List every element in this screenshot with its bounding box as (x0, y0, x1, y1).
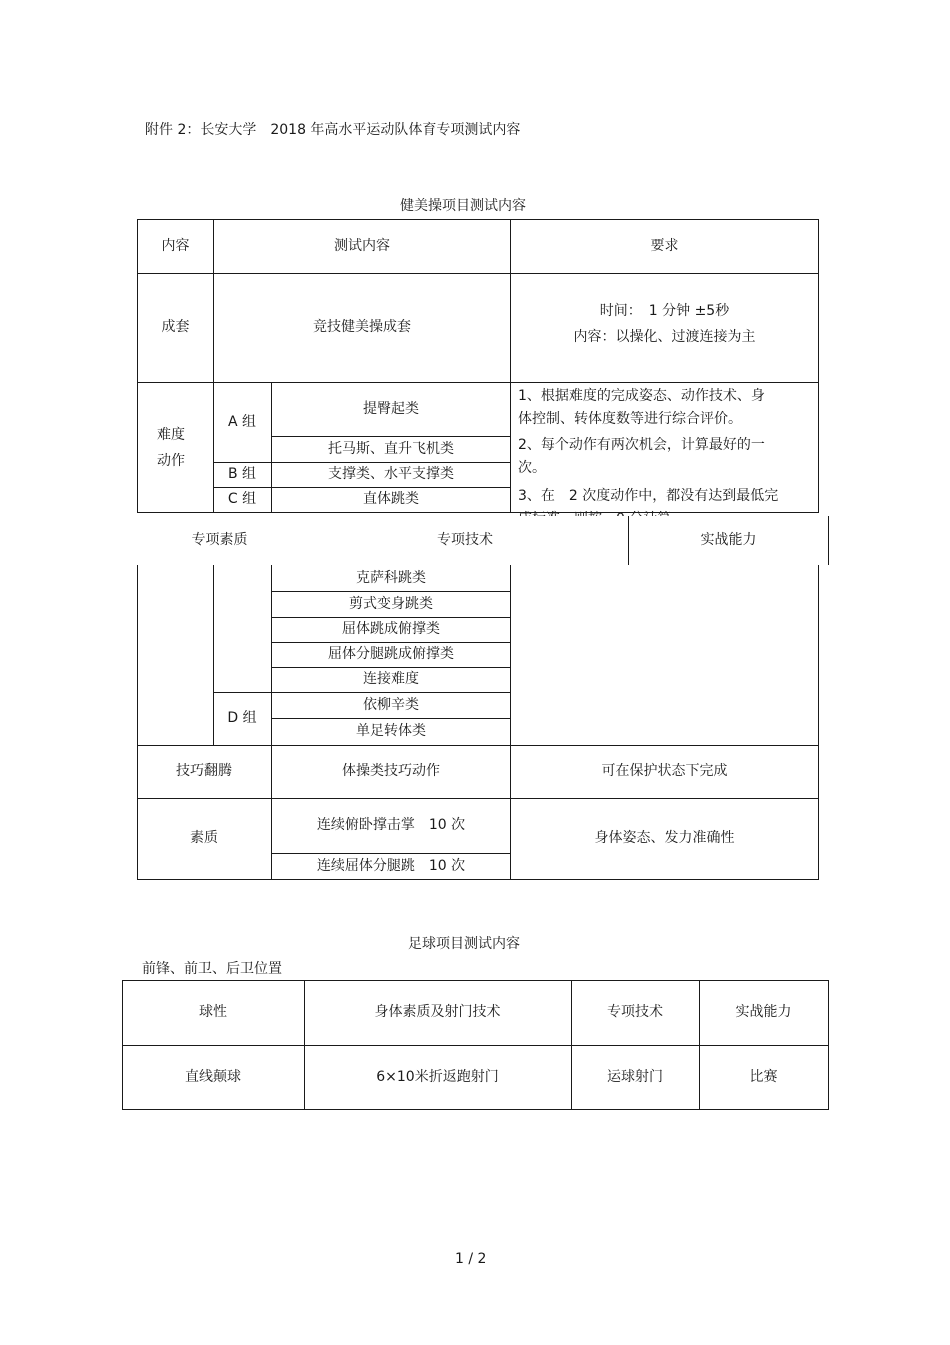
set-test: 竞技健美操成套 (313, 319, 411, 335)
football-row-cell: 直线颠球 (185, 1068, 241, 1085)
tumbling-req: 可在保护状态下完成 (601, 763, 728, 779)
overlay-special-quality: 专项素质 (137, 516, 302, 565)
difficulty-req-line: 2、每个动作有两次机会，计算最好的一 (518, 437, 765, 453)
difficulty-req-line: 次。 (518, 460, 546, 476)
group-a: A 组 (227, 413, 257, 430)
tumbling-label: 技巧翻腾 (176, 763, 232, 779)
difficulty-item: 屈体跳成俯撑类 (342, 621, 440, 637)
difficulty-item: 托马斯、直升飞机类 (328, 440, 454, 457)
difficulty-item: 依柳辛类 (363, 696, 419, 713)
difficulty-label-2: 动作 (157, 453, 185, 469)
difficulty-req-line: 体控制、转体度数等进行综合评价。 (518, 411, 742, 427)
attachment-title: 附件 2：长安大学 2018 年高水平运动队体育专项测试内容 (145, 122, 521, 138)
tumbling-test: 体操类技巧动作 (342, 763, 440, 779)
football-row-cell: 6×10米折返跑射门 (376, 1068, 499, 1085)
football-row-cell: 比赛 (749, 1068, 778, 1085)
difficulty-req-line: 3、在 2 次度动作中，都没有达到最低完 (518, 488, 779, 504)
overlay-combat-ability: 实战能力 (629, 516, 828, 565)
difficulty-item: 支撑类、水平支撑类 (328, 466, 454, 482)
fitness-req: 身体姿态、发力准确性 (594, 830, 735, 846)
fitness-label: 素质 (190, 830, 218, 846)
fitness-item: 连续俯卧撑击掌 10 次 (316, 817, 466, 833)
football-header-cell: 专项技术 (607, 1004, 663, 1020)
difficulty-item: 连接难度 (363, 671, 419, 687)
difficulty-item: 克萨科跳类 (356, 569, 426, 586)
set-req-content: 内容：以操化、过渡连接为主 (573, 329, 756, 345)
set-req-time: 时间： 1 分钟 ±5秒 (599, 303, 730, 319)
fitness-item: 连续屈体分腿跳 10 次 (316, 857, 466, 874)
aerobics-table-title: 健美操项目测试内容 (400, 198, 526, 214)
difficulty-label-1: 难度 (157, 427, 185, 443)
overlay-special-technique: 专项技术 (302, 516, 628, 565)
difficulty-item: 剪式变身跳类 (349, 595, 433, 612)
group-b: B 组 (227, 466, 257, 482)
header-content: 内容 (161, 237, 190, 254)
page-number: 1 / 2 (455, 1251, 487, 1267)
football-header-cell: 实战能力 (735, 1004, 792, 1020)
group-c: C 组 (227, 491, 257, 507)
set-label: 成套 (161, 319, 190, 335)
football-row-cell: 运球射门 (607, 1068, 663, 1085)
difficulty-item: 屈体分腿跳成俯撑类 (328, 646, 454, 662)
header-requirements: 要求 (650, 237, 679, 254)
football-header-cell: 球性 (199, 1004, 227, 1020)
football-positions: 前锋、前卫、后卫位置 (142, 961, 282, 977)
football-table-title: 足球项目测试内容 (408, 936, 520, 952)
football-header-cell: 身体素质及射门技术 (374, 1004, 501, 1020)
difficulty-req-line: 1、根据难度的完成姿态、动作技术、身 (518, 388, 765, 404)
difficulty-item: 提臀起类 (363, 400, 419, 417)
difficulty-item: 单足转体类 (356, 723, 426, 739)
difficulty-item: 直体跳类 (363, 491, 419, 507)
group-d: D 组 (227, 710, 257, 726)
header-test-content: 测试内容 (334, 237, 390, 254)
